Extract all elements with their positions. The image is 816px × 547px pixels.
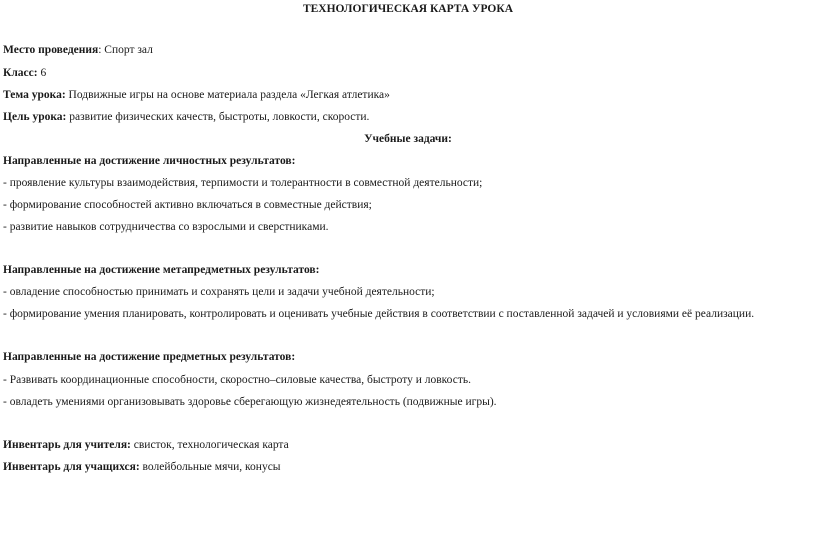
field-place-label: Место проведения	[3, 44, 99, 56]
field-goal-label: Цель урока:	[3, 111, 67, 123]
inventory-teacher-label: Инвентарь для учителя:	[3, 439, 131, 451]
field-topic	[3, 88, 390, 102]
personal-heading	[3, 154, 295, 168]
inventory-students-label: Инвентарь для учащихся:	[3, 461, 140, 473]
field-grade-value: 6	[37, 67, 47, 79]
tasks-heading-text: Учебные задачи:	[364, 133, 452, 145]
metasubject-heading	[3, 263, 319, 277]
tasks-heading	[0, 132, 816, 146]
inventory-teacher-value: свисток, технологическая карта	[130, 439, 289, 451]
field-topic-label: Тема урока:	[3, 89, 66, 101]
field-topic-value: Подвижные игры на основе материала раздела «Легкая атлетика»	[65, 89, 390, 101]
inventory-students	[3, 460, 281, 474]
list-item: - Развивать координационные способности, скоростно–силовые качества, быстроту и ловкость.	[3, 374, 471, 386]
field-place	[3, 43, 153, 57]
field-goal-value: развитие физических качеств, быстроты, ловкости, скорости.	[66, 111, 370, 123]
list-item: - развитие навыков сотрудничества со взрослыми и сверстниками.	[3, 221, 329, 233]
personal-heading-text: Направленные на достижение личностных результатов:	[3, 155, 296, 167]
subject-heading	[3, 350, 295, 364]
list-item: - овладеть умениями организовывать здоровье сберегающую жизнедеятельность (подвижные игры).	[3, 396, 497, 408]
list-item: - формирование способностей активно включаться в совместные действия;	[3, 199, 372, 211]
list-item: - овладение способностью принимать и сохранять цели и задачи учебной деятельности;	[3, 286, 435, 298]
inventory-teacher	[3, 438, 289, 452]
subject-heading-text: Направленные на достижение предметных результатов:	[3, 351, 296, 363]
list-item: - проявление культуры взаимодействия, терпимости и толерантности в совместной деятельности;	[3, 177, 483, 189]
inventory-students-value: волейбольные мячи, конусы	[139, 461, 281, 473]
metasubject-heading-text: Направленные на достижение метапредметных результатов:	[3, 264, 320, 276]
field-grade	[3, 66, 46, 80]
field-place-separator: :	[98, 44, 105, 56]
list-item: - формирование умения планировать, контролировать и оценивать учебные действия в соответствии с поставленной задачей и условиями её реализации.	[3, 308, 755, 320]
field-grade-label: Класс:	[3, 67, 38, 79]
field-place-value: Спорт зал	[104, 44, 153, 56]
document-title	[0, 2, 816, 16]
document-title-text: ТЕХНОЛОГИЧЕСКАЯ КАРТА УРОКА	[302, 3, 514, 15]
field-goal	[3, 110, 369, 124]
